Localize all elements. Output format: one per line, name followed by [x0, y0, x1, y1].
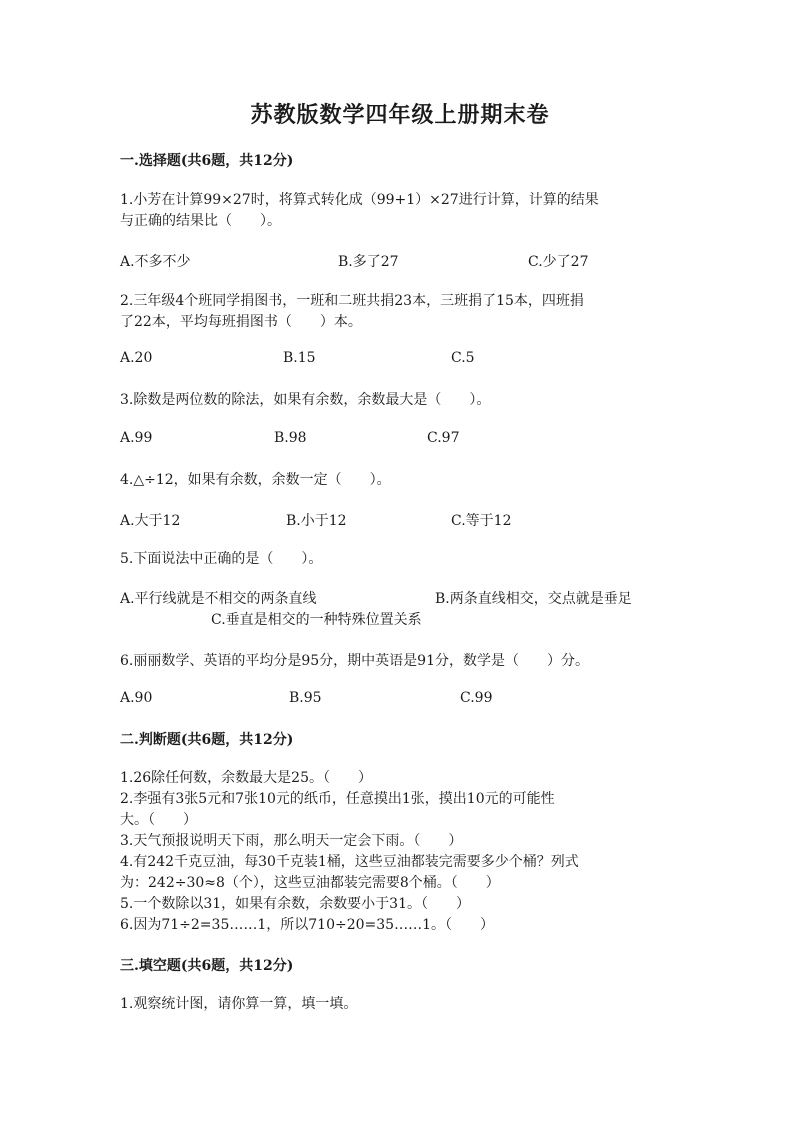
page-title: 苏教版数学四年级上册期末卷 — [250, 102, 550, 128]
section-heading-choice: 一.选择题(共6题，共12分) — [120, 153, 294, 169]
option-a: A.大于12 — [120, 513, 181, 529]
judge-item: 为：242÷30≈8（个），这些豆油都装完需要8个桶。（ ） — [120, 875, 500, 891]
option-c: C.垂直是相交的一种特殊位置关系 — [211, 612, 422, 628]
option-a: A.不多不少 — [120, 254, 191, 270]
judge-item: 1.26除任何数，余数最大是25。（ ） — [120, 770, 372, 786]
option-a: A.99 — [120, 430, 153, 446]
judge-item: 大。（ ） — [120, 812, 197, 828]
question-text: 4.△÷12，如果有余数，余数一定（ ）。 — [120, 472, 391, 488]
question-text: 1.观察统计图，请你算一算，填一填。 — [120, 996, 358, 1012]
option-c: C.5 — [451, 350, 475, 366]
judge-item: 3.天气预报说明天下雨，那么明天一定会下雨。（ ） — [120, 833, 463, 849]
option-b: B.两条直线相交，交点就是垂足 — [435, 591, 632, 607]
option-b: B.98 — [274, 430, 307, 446]
option-b: B.95 — [289, 690, 322, 706]
option-b: B.多了27 — [338, 254, 399, 270]
question-text: 1.小芳在计算99×27时，将算式转化成（99+1）×27进行计算，计算的结果 — [120, 192, 599, 208]
question-text: 2.三年级4个班同学捐图书，一班和二班共捐23本，三班捐了15本，四班捐 — [120, 293, 584, 309]
option-b: B.15 — [283, 350, 316, 366]
option-a: A.平行线就是不相交的两条直线 — [120, 591, 317, 607]
question-text: 与正确的结果比（ ）。 — [120, 213, 281, 229]
option-b: B.小于12 — [286, 513, 347, 529]
section-heading-fill: 三.填空题(共6题，共12分) — [120, 958, 294, 974]
judge-item: 5.一个数除以31，如果有余数，余数要小于31。（ ） — [120, 896, 470, 912]
option-a: A.90 — [120, 690, 153, 706]
question-text: 了22本，平均每班捐图书（ ）本。 — [120, 314, 362, 330]
judge-item: 2.李强有3张5元和7张10元的纸币，任意摸出1张，摸出10元的可能性 — [120, 791, 555, 807]
option-a: A.20 — [120, 350, 153, 366]
question-text: 3.除数是两位数的除法，如果有余数，余数最大是（ ）。 — [120, 392, 491, 408]
option-c: C.少了27 — [528, 254, 589, 270]
option-c: C.99 — [460, 690, 493, 706]
option-c: C.等于12 — [451, 513, 512, 529]
section-heading-judge: 二.判断题(共6题，共12分) — [120, 732, 294, 748]
question-text: 5.下面说法中正确的是（ ）。 — [120, 551, 323, 567]
judge-item: 4.有242千克豆油，每30千克装1桶，这些豆油都装完需要多少个桶？列式 — [120, 854, 579, 870]
question-text: 6.丽丽数学、英语的平均分是95分，期中英语是91分，数学是（ ）分。 — [120, 653, 589, 669]
option-c: C.97 — [427, 430, 460, 446]
judge-item: 6.因为71÷2=35……1，所以710÷20=35……1。（ ） — [120, 917, 494, 933]
